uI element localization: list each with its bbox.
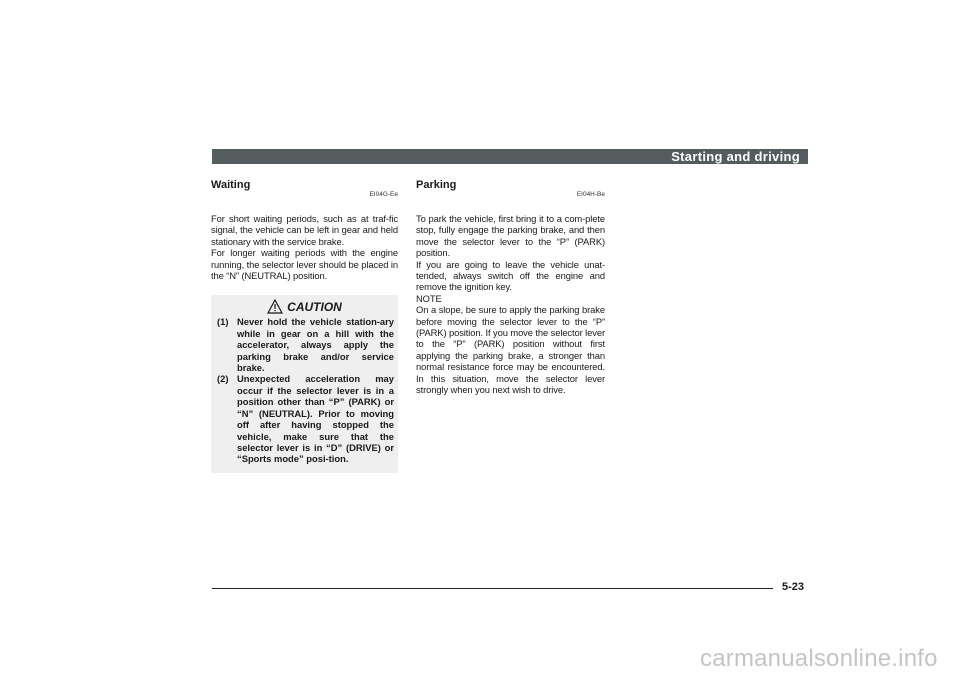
caution-item-text: Unexpected acceleration may occur if the selector lever is in a position other than “P” (PARK) or “N” (NEUTRAL). Prior to moving off after having stopped the vehicle, make sure that the selector lever is in “D” (DRIVE) or “Sports mode” posi-tion.: [237, 373, 394, 465]
waiting-heading: Waiting: [211, 179, 251, 191]
caution-item-number: (1): [217, 316, 229, 328]
parking-paragraph-1: To park the vehicle, first bring it to a com-plete stop, fully engage the parking brake, and then move the selector lever to the “P” (PARK) position.: [416, 213, 605, 259]
footer-rule: [212, 588, 773, 589]
waiting-paragraph-2: For longer waiting periods with the engine running, the selector lever should be placed in the “N” (NEUTRAL) position.: [211, 247, 398, 282]
warning-triangle-icon: [267, 299, 283, 314]
parking-code: EI04H-Be: [576, 191, 605, 198]
note-paragraph: On a slope, be sure to apply the parking brake before moving the selector lever to the “P” (PARK) position. If you move the selector lever to the “P” (PARK) position without first applying the parking brake, a stronger than normal resistance force may be encountered. In this situation, move the selector lever strongly when you next wish to drive.: [416, 304, 605, 396]
caution-item-text: Never hold the vehicle station-ary while in gear on a hill with the accelerator, always apply the parking brake and/or service brake.: [237, 316, 394, 374]
caution-item: [215, 373, 394, 464]
caution-box: [211, 295, 398, 472]
parking-paragraph-2: If you are going to leave the vehicle unat-tended, always switch off the engine and remove the ignition key.: [416, 258, 605, 293]
caution-title: CAUTION: [287, 299, 342, 314]
page-number: 5-23: [782, 581, 805, 593]
left-column: [211, 178, 398, 473]
caution-header: [215, 299, 394, 314]
caution-item: [215, 316, 394, 373]
watermark: carmanualsonline.info: [700, 645, 938, 672]
section-title: Starting and driving: [671, 149, 800, 164]
note-label: NOTE: [416, 292, 442, 304]
section-header-bar: [212, 149, 808, 164]
waiting-code: EI04G-Ee: [369, 191, 398, 198]
parking-heading: Parking: [416, 179, 457, 191]
right-column: [416, 178, 605, 396]
waiting-paragraph-1: For short waiting periods, such as at traf-fic signal, the vehicle can be left in gear and held stationary with the service brake.: [211, 213, 398, 247]
caution-item-number: (2): [217, 373, 229, 385]
